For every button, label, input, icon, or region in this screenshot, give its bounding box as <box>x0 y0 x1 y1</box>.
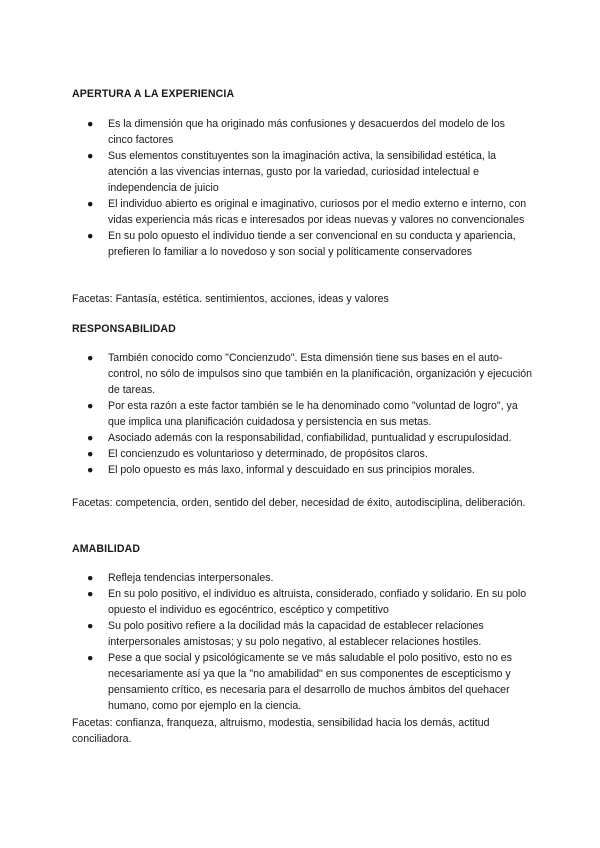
list-item-text: También conocido como "Concienzudo". Esta dimensión tiene sus bases en el auto-control, no sólo de impulsos sino que también en la planificación, organización y ejecución de tareas. <box>108 352 533 396</box>
list-item-text: Pese a que social y psicológicamente se ve más saludable el polo positivo, esto no es necesariamente así ya que la "no amabilidad" en sus componentes de escepticismo y pensamiento crítico, es necesaria para el desarrollo de muchos ámbitos del quehacer humano, como por ejemplo en la ciencia. <box>108 652 512 712</box>
list-item <box>72 462 532 478</box>
bullet-dot-icon: ● <box>87 230 94 242</box>
bullet-list-responsabilidad <box>72 350 532 478</box>
list-item-text: Es la dimensión que ha originado más confusiones y desacuerdos del modelo de los cinco factores <box>108 118 505 146</box>
list-item <box>72 586 532 618</box>
bullet-dot-icon: ● <box>87 118 94 130</box>
list-item <box>72 570 532 586</box>
list-item-text: Por esta razón a este factor también se le ha denominado como "voluntad de logro", ya que implica una planificación cuidadosa y persistencia en sus metas. <box>108 400 518 428</box>
section-heading-apertura: APERTURA A LA EXPERIENCIA <box>72 88 235 100</box>
bullet-list-amabilidad <box>72 570 532 714</box>
bullet-dot-icon: ● <box>87 400 94 412</box>
section-heading-responsabilidad: RESPONSABILIDAD <box>72 323 176 335</box>
facetas-amabilidad: Facetas: confianza, franqueza, altruismo, modestia, sensibilidad hacia los demás, actitud conciliadora. <box>72 717 490 745</box>
bullet-dot-icon: ● <box>87 652 94 664</box>
list-item-text: Asociado además con la responsabilidad, confiabilidad, puntualidad y escrupulosidad. <box>108 432 512 444</box>
list-item <box>72 148 532 196</box>
list-item <box>72 350 532 398</box>
list-item-text: En su polo opuesto el individuo tiende a ser convencional en su conducta y apariencia, prefieren lo familiar a lo novedoso y son social y políticamente conservadores <box>108 230 516 258</box>
list-item-text: Refleja tendencias interpersonales. <box>108 572 274 584</box>
list-item-text: Sus elementos constituyentes son la imaginación activa, la sensibilidad estética, la atención a las vivencias internas, gusto por la variedad, curiosidad intelectual e independencia de juicio <box>108 150 497 194</box>
bullet-dot-icon: ● <box>87 572 94 584</box>
bullet-dot-icon: ● <box>87 432 94 444</box>
list-item-text: El concienzudo es voluntarioso y determinado, de propósitos claros. <box>108 448 428 460</box>
list-item <box>72 446 532 462</box>
list-item <box>72 650 532 714</box>
list-item-text: Su polo positivo refiere a la docilidad más la capacidad de establecer relaciones interpersonales amistosas; y su polo negativo, al establecer relaciones hostiles. <box>108 620 484 648</box>
facetas-responsabilidad: Facetas: competencia, orden, sentido del deber, necesidad de éxito, autodisciplina, deliberación. <box>72 497 526 509</box>
list-item <box>72 618 532 650</box>
bullet-dot-icon: ● <box>87 620 94 632</box>
bullet-list-apertura <box>72 116 532 260</box>
list-item <box>72 398 532 430</box>
list-item <box>72 116 532 148</box>
list-item <box>72 196 532 228</box>
facetas-apertura: Facetas: Fantasía, estética. sentimientos, acciones, ideas y valores <box>72 293 389 305</box>
bullet-dot-icon: ● <box>87 198 94 210</box>
bullet-dot-icon: ● <box>87 448 94 460</box>
bullet-dot-icon: ● <box>87 150 94 162</box>
bullet-dot-icon: ● <box>87 588 94 600</box>
list-item-text: El individuo abierto es original e imaginativo, curiosos por el medio externo e interno, con vidas experiencia más ricas e interesados por ideas nuevas y valores no convencionales <box>108 198 527 226</box>
list-item <box>72 430 532 446</box>
bullet-dot-icon: ● <box>87 464 94 476</box>
list-item <box>72 228 532 260</box>
list-item-text: El polo opuesto es más laxo, informal y descuidado en sus principios morales. <box>108 464 475 476</box>
list-item-text: En su polo positivo, el individuo es altruista, considerado, confiado y solidario. En su polo opuesto el individuo es egocéntrico, escéptico y competitivo <box>108 588 527 616</box>
bullet-dot-icon: ● <box>87 352 94 364</box>
section-heading-amabilidad: AMABILIDAD <box>72 543 141 555</box>
